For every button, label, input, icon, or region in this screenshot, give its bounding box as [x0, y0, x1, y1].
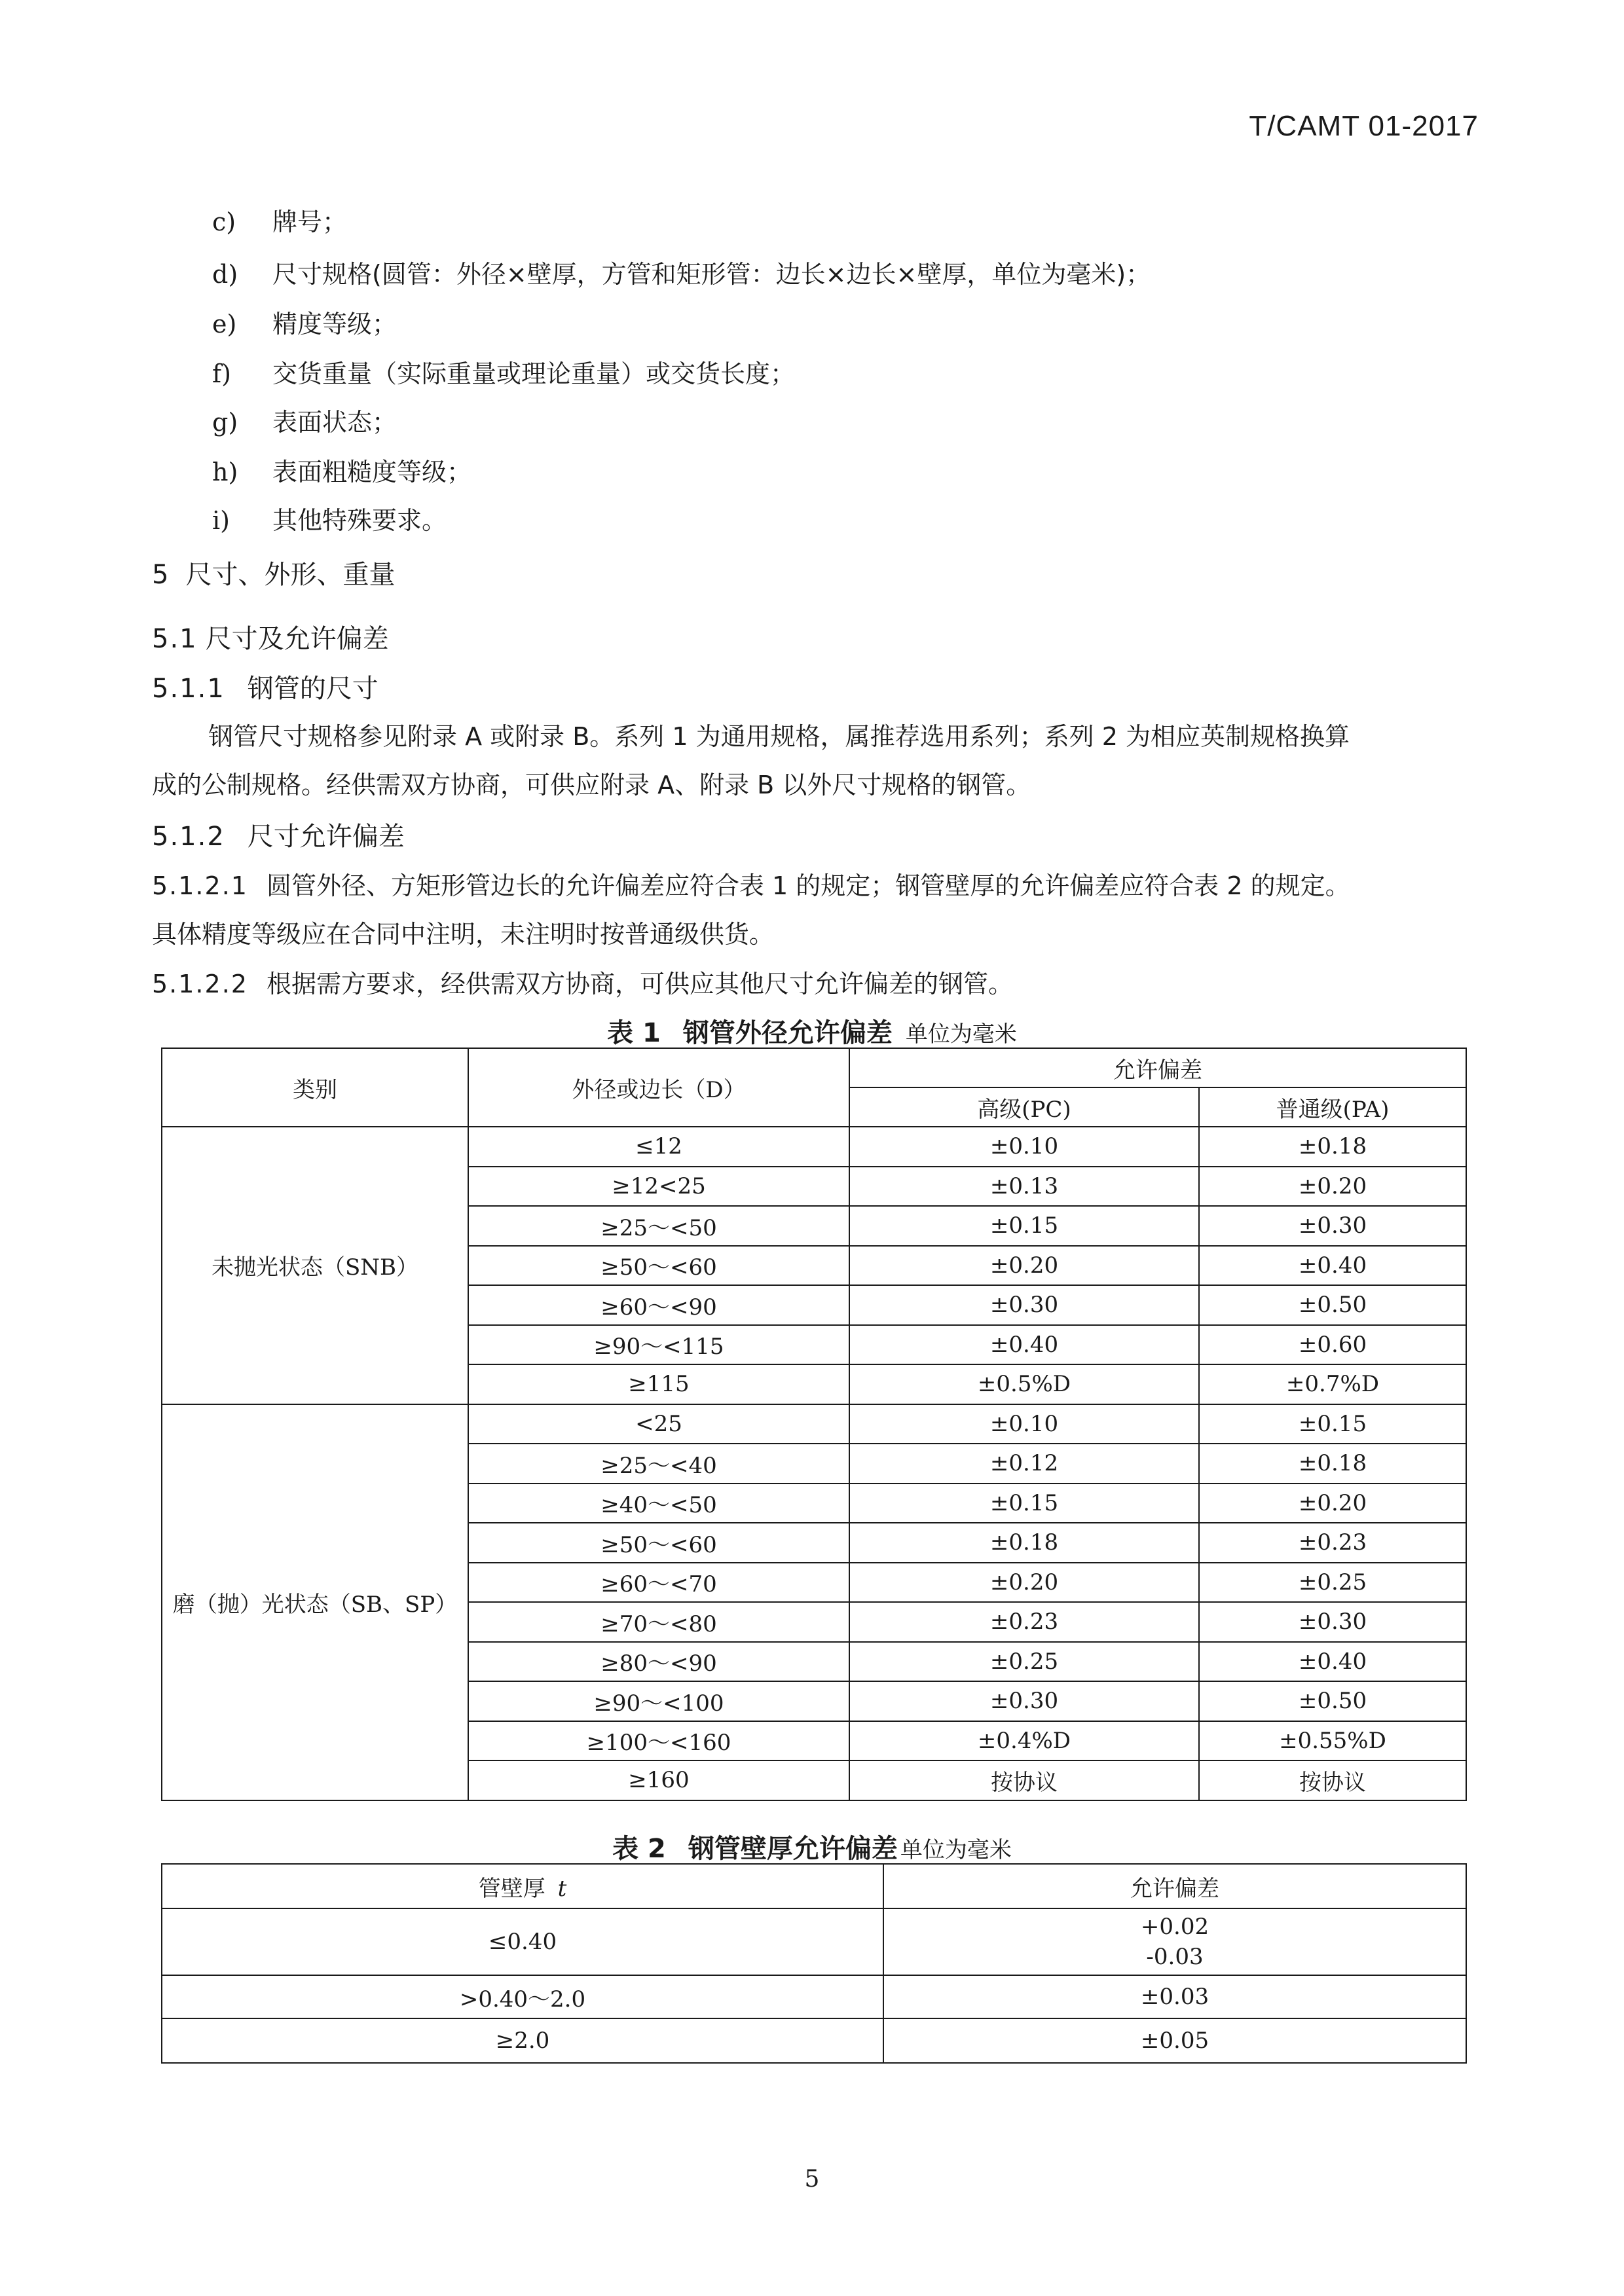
high-grade-cell: ±0.12 [849, 1444, 1199, 1484]
header-normal-grade: 普通级(PA) [1199, 1087, 1466, 1127]
paragraph-line: 具体精度等级应在合同中注明，未注明时按普通级供货。 [152, 920, 775, 949]
diameter-cell: ≥12<25 [468, 1167, 849, 1207]
clause-line [152, 964, 1013, 1000]
diameter-cell: ≥115 [468, 1364, 849, 1404]
normal-grade-cell: ±0.20 [1199, 1484, 1466, 1523]
table-title: 钢管壁厚允许偏差 [688, 1834, 898, 1864]
normal-grade-cell: ±0.7%D [1199, 1364, 1466, 1404]
list-text: 精度等级； [272, 310, 397, 338]
table-row [162, 1404, 1466, 1444]
high-grade-cell: ±0.10 [849, 1404, 1199, 1444]
list-text: 牌号； [272, 208, 348, 236]
tolerance-plus: +0.02 [1140, 1914, 1209, 1940]
normal-grade-cell: ±0.55%D [1199, 1721, 1466, 1761]
clause-number: 5.1.2.2 [152, 970, 248, 998]
clause-text: 圆管外径、方矩形管边长的允许偏差应符合表 1 的规定；钢管壁厚的允许偏差应符合表 2 的规定。 [266, 871, 1350, 900]
section-number: 5.1.2 [152, 822, 225, 852]
high-grade-cell: ±0.40 [849, 1325, 1199, 1365]
high-grade-cell: 按协议 [849, 1760, 1199, 1800]
high-grade-cell: ±0.10 [849, 1127, 1199, 1167]
high-grade-cell: ±0.5%D [849, 1364, 1199, 1404]
list-item [212, 402, 397, 438]
table-row [162, 2018, 1466, 2063]
clause-text: 根据需方要求，经供需双方协商，可供应其他尺寸允许偏差的钢管。 [266, 970, 1013, 998]
header-thickness-symbol: t [557, 1875, 567, 1902]
table-row [162, 1127, 1466, 1167]
diameter-cell: ≤12 [468, 1127, 849, 1167]
list-item [212, 304, 397, 340]
page-number: 5 [804, 2166, 820, 2193]
section-title: 尺寸及允许偏差 [205, 624, 389, 654]
thickness-cell: >0.40～2.0 [162, 1975, 883, 2018]
table-title: 钢管外径允许偏差 [682, 1018, 893, 1048]
list-text: 表面粗糙度等级； [272, 458, 472, 486]
high-grade-cell: ±0.4%D [849, 1721, 1199, 1761]
normal-grade-cell: ±0.25 [1199, 1563, 1466, 1603]
diameter-cell: ≥60～<90 [468, 1285, 849, 1325]
normal-grade-cell: ±0.30 [1199, 1206, 1466, 1246]
diameter-cell: ≥60～<70 [468, 1563, 849, 1603]
list-marker: f) [212, 359, 231, 388]
list-text: 交货重量（实际重量或理论重量）或交货长度； [272, 359, 796, 388]
paragraph-line: 钢管尺寸规格参见附录 A 或附录 B。系列 1 为通用规格，属推荐选用系列；系列 2 为相应英制规格换算 [208, 722, 1350, 751]
list-text: 其他特殊要求。 [272, 506, 447, 535]
high-grade-cell: ±0.18 [849, 1523, 1199, 1563]
section-title: 尺寸允许偏差 [247, 822, 405, 852]
normal-grade-cell: ±0.40 [1199, 1642, 1466, 1682]
diameter-cell: ≥25～<40 [468, 1444, 849, 1484]
high-grade-cell: ±0.20 [849, 1563, 1199, 1603]
header-thickness [162, 1864, 883, 1908]
diameter-cell: ≥90～<115 [468, 1325, 849, 1365]
table-number: 表 2 [612, 1834, 666, 1864]
normal-grade-cell: ±0.15 [1199, 1404, 1466, 1444]
table-unit: 单位为毫米 [905, 1021, 1017, 1048]
normal-grade-cell: ±0.20 [1199, 1167, 1466, 1207]
list-text: 表面状态； [272, 408, 397, 437]
section-title: 钢管的尺寸 [247, 674, 378, 704]
list-item [212, 354, 795, 390]
category-cell: 未抛光状态（SNB） [162, 1127, 468, 1404]
diameter-cell: ≥70～<80 [468, 1602, 849, 1642]
table-unit: 单位为毫米 [900, 1837, 1012, 1863]
subsection-heading [152, 618, 389, 655]
table-outer-diameter-tolerance [161, 1048, 1467, 1801]
table-row [162, 1908, 1466, 1975]
tolerance-cell [883, 1908, 1466, 1975]
list-marker: c) [212, 208, 236, 236]
header-tolerance: 允许偏差 [849, 1048, 1466, 1087]
list-marker: d) [212, 260, 238, 289]
section-heading [152, 554, 395, 591]
high-grade-cell: ±0.30 [849, 1285, 1199, 1325]
diameter-cell: ≥160 [468, 1760, 849, 1800]
list-marker: i) [212, 506, 230, 535]
tolerance-minus: -0.03 [1146, 1944, 1204, 1970]
thickness-cell: ≥2.0 [162, 2018, 883, 2063]
high-grade-cell: ±0.30 [849, 1681, 1199, 1721]
normal-grade-cell: ±0.40 [1199, 1246, 1466, 1286]
table-row [162, 1975, 1466, 2018]
tolerance-cell: ±0.03 [883, 1975, 1466, 2018]
list-item [212, 202, 347, 238]
section-number: 5 [152, 560, 170, 590]
clause-line [152, 866, 1350, 902]
tolerance-cell: ±0.05 [883, 2018, 1466, 2063]
high-grade-cell: ±0.15 [849, 1206, 1199, 1246]
list-text: 尺寸规格(圆管：外径×壁厚，方管和矩形管：边长×边长×壁厚，单位为毫米)； [272, 260, 1151, 289]
diameter-cell: ≥100～<160 [468, 1721, 849, 1761]
normal-grade-cell: ±0.60 [1199, 1325, 1466, 1365]
list-marker: e) [212, 310, 237, 338]
diameter-cell: ≥80～<90 [468, 1642, 849, 1682]
section-number: 5.1.1 [152, 674, 225, 704]
normal-grade-cell: 按协议 [1199, 1760, 1466, 1800]
list-marker: g) [212, 408, 238, 437]
high-grade-cell: ±0.13 [849, 1167, 1199, 1207]
normal-grade-cell: ±0.23 [1199, 1523, 1466, 1563]
table-caption [0, 1828, 1624, 1865]
diameter-cell: ≥50～<60 [468, 1246, 849, 1286]
document-id: T/CAMT 01-2017 [1249, 110, 1479, 142]
header-tolerance: 允许偏差 [883, 1864, 1466, 1908]
diameter-cell: ≥25～<50 [468, 1206, 849, 1246]
thickness-cell: ≤0.40 [162, 1908, 883, 1975]
header-high-grade: 高级(PC) [849, 1087, 1199, 1127]
table-wall-thickness-tolerance [161, 1863, 1467, 2064]
section-number: 5.1 [152, 624, 198, 654]
header-thickness-label: 管壁厚 [478, 1875, 545, 1902]
high-grade-cell: ±0.15 [849, 1484, 1199, 1523]
diameter-cell: <25 [468, 1404, 849, 1444]
list-item [212, 452, 471, 488]
high-grade-cell: ±0.25 [849, 1642, 1199, 1682]
high-grade-cell: ±0.23 [849, 1602, 1199, 1642]
paragraph-line: 成的公制规格。经供需双方协商，可供应附录 A、附录 B 以外尺寸规格的钢管。 [152, 771, 1031, 799]
diameter-cell: ≥40～<50 [468, 1484, 849, 1523]
normal-grade-cell: ±0.30 [1199, 1602, 1466, 1642]
high-grade-cell: ±0.20 [849, 1246, 1199, 1286]
normal-grade-cell: ±0.50 [1199, 1285, 1466, 1325]
list-item [212, 500, 447, 536]
table-number: 表 1 [607, 1018, 661, 1048]
diameter-cell: ≥50～<60 [468, 1523, 849, 1563]
list-marker: h) [212, 458, 238, 486]
subsection-heading [152, 816, 405, 853]
category-cell: 磨（抛）光状态（SB、SP） [162, 1404, 468, 1800]
header-category: 类别 [162, 1048, 468, 1127]
header-diameter: 外径或边长（D） [468, 1048, 849, 1127]
normal-grade-cell: ±0.18 [1199, 1444, 1466, 1484]
subsection-heading [152, 668, 378, 705]
section-title: 尺寸、外形、重量 [185, 560, 396, 590]
normal-grade-cell: ±0.18 [1199, 1127, 1466, 1167]
clause-number: 5.1.2.1 [152, 871, 248, 900]
normal-grade-cell: ±0.50 [1199, 1681, 1466, 1721]
list-item [212, 254, 1151, 290]
table-caption [0, 1012, 1624, 1049]
diameter-cell: ≥90～<100 [468, 1681, 849, 1721]
